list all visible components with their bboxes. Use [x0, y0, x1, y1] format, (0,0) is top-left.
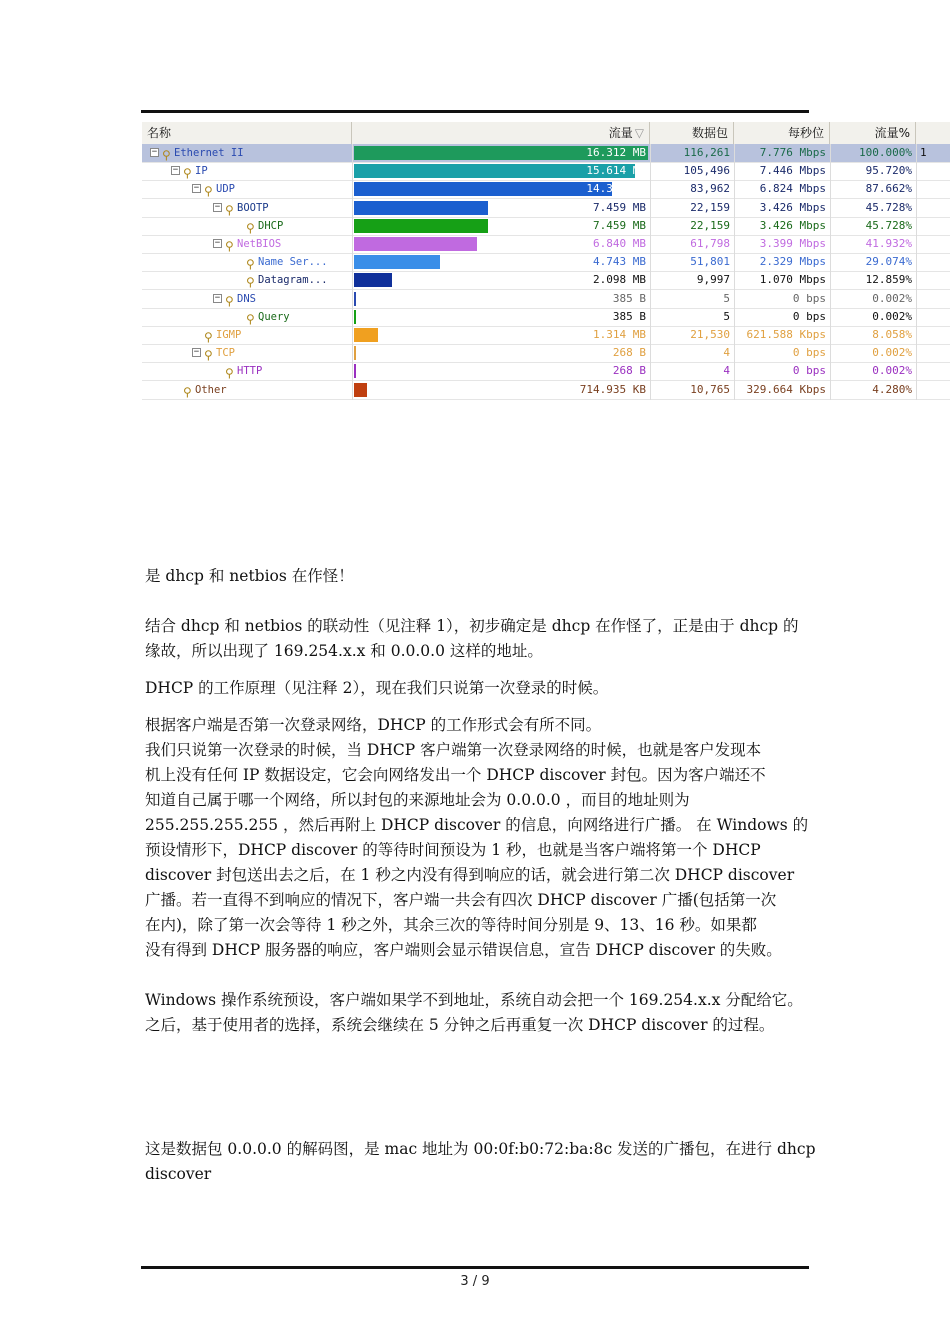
- row-packets: 10,765: [690, 382, 730, 396]
- row-traffic-value: 16.312 MB: [586, 146, 646, 159]
- row-bps: 0 bps: [792, 309, 826, 323]
- row-traffic-value: 2.098 MB: [593, 273, 646, 287]
- row-traffic-value: 268 B: [612, 346, 646, 360]
- protocol-filter-icon: ⚲: [246, 257, 255, 272]
- row-traffic-cell: [352, 344, 650, 362]
- collapse-toggle-icon[interactable]: −: [214, 201, 221, 212]
- collapse-toggle-icon[interactable]: −: [214, 238, 221, 248]
- row-packets: 22,159: [690, 200, 730, 214]
- protocol-filter-icon: ⚲: [204, 330, 213, 344]
- traffic-bar: [354, 182, 612, 196]
- row-name-cell: [142, 271, 352, 289]
- paragraph-6-line-1: 这是数据包 0.0.0.0 的解码图，是 mac 地址为 00:0f:b0:72:ba:8c 发送的广播包，在进行 dhcp: [145, 1140, 816, 1158]
- col-divider: [352, 144, 353, 400]
- row-protocol-name: UDP: [216, 183, 235, 196]
- table-header: [142, 122, 950, 145]
- table-row[interactable]: [142, 180, 950, 199]
- row-traffic-value: 714.935 KB: [579, 382, 646, 396]
- row-protocol-name: NetBIOS: [237, 238, 282, 250]
- row-packets: 21,530: [690, 328, 730, 341]
- row-bps: 0 bps: [792, 364, 826, 378]
- protocol-filter-icon: ⚲: [183, 166, 192, 181]
- row-packets: 4: [723, 346, 730, 360]
- row-protocol-name: DHCP: [258, 219, 284, 232]
- row-traffic-value: 7.459 MB: [593, 200, 646, 214]
- row-pct: 29.074%: [865, 255, 912, 269]
- paragraph-4-line-5: 255.255.255.255 ，然后再附上 DHCP discover 的信息，向网络进行广播。 在 Windows 的: [145, 816, 809, 834]
- traffic-bar: [354, 237, 477, 251]
- row-name-cell: [142, 344, 352, 362]
- row-traffic-value: 385 B: [612, 309, 646, 323]
- col-divider: [916, 144, 917, 400]
- row-bps: 7.776 Mbps: [759, 146, 826, 159]
- row-traffic-cell: [352, 199, 650, 217]
- row-traffic-cell: [352, 217, 650, 235]
- row-packets: 116,261: [683, 146, 730, 159]
- paragraph-5-line-2: 之后，基于使用者的选择，系统会继续在 5 分钟之后再重复一次 DHCP discover 的过程。: [145, 1016, 775, 1034]
- table-row[interactable]: [142, 344, 950, 363]
- paragraph-4-line-9: 在内)，除了第一次会等待 1 秒之外，其余三次的等待时间分别是 9、13、16 秒。如果都: [145, 916, 757, 934]
- traffic-bar: [354, 255, 440, 269]
- protocol-filter-icon: ⚲: [225, 366, 234, 381]
- row-pct: 12.859%: [865, 273, 912, 287]
- row-name-cell: [142, 162, 352, 180]
- row-packets: 22,159: [690, 218, 730, 232]
- row-bps: 3.426 Mbps: [759, 218, 826, 232]
- collapse-toggle-icon[interactable]: −: [193, 183, 200, 194]
- paragraph-4-line-10: 没有得到 DHCP 服务器的响应，客户端则会显示错误信息，宣告 DHCP discover 的失败。: [145, 941, 782, 959]
- row-protocol-name: Other: [195, 383, 227, 396]
- row-pct: 87.662%: [865, 182, 912, 196]
- row-pct: 45.728%: [865, 218, 912, 232]
- traffic-bar: [354, 310, 356, 324]
- row-bps: 3.399 Mbps: [759, 237, 826, 250]
- row-pct: 0.002%: [872, 364, 912, 378]
- col-name-header[interactable]: 名称: [142, 122, 352, 144]
- row-protocol-name: Name Ser...: [258, 256, 328, 269]
- row-name-cell: [142, 290, 352, 308]
- table-row[interactable]: [142, 253, 950, 272]
- row-traffic-cell: [352, 162, 650, 180]
- protocol-filter-icon: ⚲: [246, 275, 255, 290]
- collapse-toggle-icon[interactable]: −: [151, 147, 158, 157]
- row-packets: 83,962: [690, 182, 730, 196]
- row-traffic-cell: [352, 362, 650, 380]
- row-bps: 0 bps: [792, 346, 826, 360]
- table-row[interactable]: [142, 199, 950, 218]
- paragraph-4-line-6: 预设情形下，DHCP discover 的等待时间预设为 1 秒，也就是当客户端将第一个 DHCP: [145, 841, 761, 859]
- row-protocol-name: Datagram...: [258, 274, 328, 287]
- row-protocol-name: HTTP: [237, 365, 263, 378]
- row-traffic-value: 4.743 MB: [593, 255, 646, 269]
- col-traffic-header[interactable]: [352, 122, 650, 144]
- col-divider: [650, 144, 651, 400]
- row-protocol-name: Ethernet II: [174, 147, 244, 159]
- table-row[interactable]: [142, 144, 950, 163]
- row-traffic-cell: [352, 180, 650, 198]
- row-bps: 6.824 Mbps: [759, 182, 826, 196]
- traffic-bar: [354, 273, 392, 287]
- paragraph-1: 是 dhcp 和 netbios 在作怪！: [145, 567, 354, 585]
- row-traffic-value: 14.300 MB: [586, 182, 646, 196]
- row-packets: 5: [723, 309, 730, 323]
- paragraph-4-line-2: 我们只说第一次登录的时候，当 DHCP 客户端第一次登录网络的时候，也就是客户发现本: [145, 741, 762, 759]
- traffic-bar: [354, 328, 378, 342]
- row-protocol-name: BOOTP: [237, 201, 269, 214]
- page-number: 3 / 9: [460, 1274, 490, 1289]
- row-pct: 41.932%: [865, 237, 912, 250]
- row-name-cell: [142, 144, 352, 162]
- paragraph-4-line-3: 机上没有任何 IP 数据设定，它会向网络发出一个 DHCP discover 封包。因为客户端还不: [145, 766, 766, 784]
- paragraph-6-line-2: discover: [145, 1165, 212, 1183]
- col-traffic-label: 流量: [608, 126, 633, 140]
- row-pct: 0.002%: [872, 291, 912, 305]
- row-pct: 0.002%: [872, 346, 912, 360]
- traffic-bar: [354, 383, 367, 397]
- row-name-cell: [142, 199, 352, 217]
- col-bps-header[interactable]: 每秒位: [734, 122, 830, 144]
- row-pct: 0.002%: [872, 309, 912, 323]
- row-traffic-cell: [352, 253, 650, 271]
- paragraph-5-line-1: Windows 操作系统预设，客户端如果学不到地址，系统自动会把一个 169.254.x.x 分配给它。: [145, 991, 803, 1009]
- row-protocol-name: DNS: [237, 292, 256, 305]
- row-traffic-value: 385 B: [612, 291, 646, 305]
- row-bps: 0 bps: [792, 291, 826, 305]
- collapse-toggle-icon[interactable]: −: [214, 292, 221, 303]
- table-row[interactable]: [142, 362, 950, 381]
- row-packets: 4: [723, 364, 730, 378]
- traffic-bar: [354, 364, 356, 378]
- protocol-stats-table: [142, 122, 950, 400]
- row-pct: 95.720%: [865, 164, 912, 178]
- protocol-filter-icon: ⚲: [225, 202, 234, 217]
- row-traffic-cell: [352, 235, 650, 253]
- protocol-filter-icon: ⚲: [162, 148, 171, 162]
- paragraph-3: DHCP 的工作原理（见注释 2），现在我们只说第一次登录的时候。: [145, 679, 609, 697]
- row-name-cell: [142, 308, 352, 326]
- row-traffic-value: 1.314 MB: [593, 328, 646, 341]
- table-row[interactable]: [142, 308, 950, 327]
- table-row[interactable]: [142, 235, 950, 254]
- row-traffic-cell: [352, 144, 650, 162]
- collapse-toggle-icon[interactable]: −: [193, 347, 200, 358]
- protocol-filter-icon: ⚲: [204, 184, 213, 199]
- paragraph-2-line-2: 缘故，所以出现了 169.254.x.x 和 0.0.0.0 这样的地址。: [145, 642, 543, 660]
- row-traffic-value: 6.840 MB: [593, 237, 646, 250]
- row-name-cell: [142, 235, 352, 253]
- row-traffic-cell: [352, 381, 650, 399]
- row-traffic-cell: [352, 326, 650, 344]
- paragraph-4-line-1: 根据客户端是否第一次登录网络，DHCP 的工作形式会有所不同。: [145, 716, 602, 734]
- footer-rule: [141, 1266, 809, 1269]
- row-protocol-name: IP: [195, 165, 208, 178]
- row-packets: 51,801: [690, 255, 730, 269]
- protocol-filter-icon: ⚲: [246, 311, 255, 326]
- paragraph-4-line-4: 知道自己属于哪一个网络，所以封包的来源地址会为 0.0.0.0 ，而目的地址则为: [145, 791, 690, 809]
- sort-desc-icon: ▽: [634, 126, 644, 140]
- table-row[interactable]: [142, 217, 950, 236]
- row-name-cell: [142, 180, 352, 198]
- paragraph-2-line-1: 结合 dhcp 和 netbios 的联动性（见注释 1），初步确定是 dhcp 在作怪了，正是由于 dhcp 的: [145, 617, 799, 635]
- row-pct: 45.728%: [865, 200, 912, 214]
- row-name-cell: [142, 253, 352, 271]
- table-row[interactable]: [142, 271, 950, 290]
- row-traffic-value: 15.614 MB: [586, 164, 646, 178]
- row-packets: 5: [723, 291, 730, 305]
- table-row[interactable]: [142, 290, 950, 309]
- protocol-filter-icon: ⚲: [225, 239, 234, 253]
- traffic-bar: [354, 201, 488, 215]
- protocol-filter-icon: ⚲: [246, 220, 255, 235]
- row-name-cell: [142, 217, 352, 235]
- row-name-cell: [142, 326, 352, 344]
- table-row[interactable]: [142, 326, 950, 345]
- row-bps: 7.446 Mbps: [759, 164, 826, 178]
- protocol-filter-icon: ⚲: [225, 293, 234, 308]
- row-packets: 61,798: [690, 237, 730, 250]
- collapse-toggle-icon[interactable]: −: [172, 165, 179, 176]
- traffic-bar: [354, 219, 488, 233]
- traffic-bar: [354, 292, 356, 306]
- protocol-filter-icon: ⚲: [183, 384, 192, 399]
- row-bps: 329.664 Kbps: [746, 382, 826, 396]
- row-bps: 3.426 Mbps: [759, 200, 826, 214]
- col-divider: [830, 144, 831, 400]
- row-pct: 100.000%: [859, 146, 912, 159]
- row-bps: 1.070 Mbps: [759, 273, 826, 287]
- row-pct: 8.058%: [872, 328, 912, 341]
- paragraph-4-line-7: discover 封包送出去之后，在 1 秒之内没有得到响应的话，就会进行第二次 DHCP discover: [145, 866, 795, 884]
- row-traffic-value: 268 B: [612, 364, 646, 378]
- row-traffic-cell: [352, 290, 650, 308]
- row-name-cell: [142, 362, 352, 380]
- col-pct-header[interactable]: 流量%: [830, 122, 916, 144]
- row-protocol-name: Query: [258, 310, 290, 323]
- row-extra-cell: 1: [920, 146, 927, 159]
- row-bps: 621.588 Kbps: [746, 328, 826, 341]
- row-name-cell: [142, 381, 352, 399]
- protocol-filter-icon: ⚲: [204, 348, 213, 363]
- header-rule: [141, 110, 809, 113]
- row-traffic-cell: [352, 308, 650, 326]
- col-packets-header[interactable]: 数据包: [650, 122, 734, 144]
- row-protocol-name: TCP: [216, 347, 235, 360]
- row-traffic-cell: [352, 271, 650, 289]
- table-row[interactable]: [142, 162, 950, 181]
- row-pct: 4.280%: [872, 382, 912, 396]
- row-packets: 9,997: [696, 273, 730, 287]
- row-bps: 2.329 Mbps: [759, 255, 826, 269]
- row-packets: 105,496: [683, 164, 730, 178]
- paragraph-4-line-8: 广播。若一直得不到响应的情况下，客户端一共会有四次 DHCP discover 广播(包括第一次: [145, 891, 777, 909]
- col-divider: [734, 144, 735, 400]
- row-protocol-name: IGMP: [216, 329, 242, 341]
- traffic-bar: [354, 346, 356, 360]
- table-row[interactable]: [142, 381, 950, 400]
- row-traffic-value: 7.459 MB: [593, 218, 646, 232]
